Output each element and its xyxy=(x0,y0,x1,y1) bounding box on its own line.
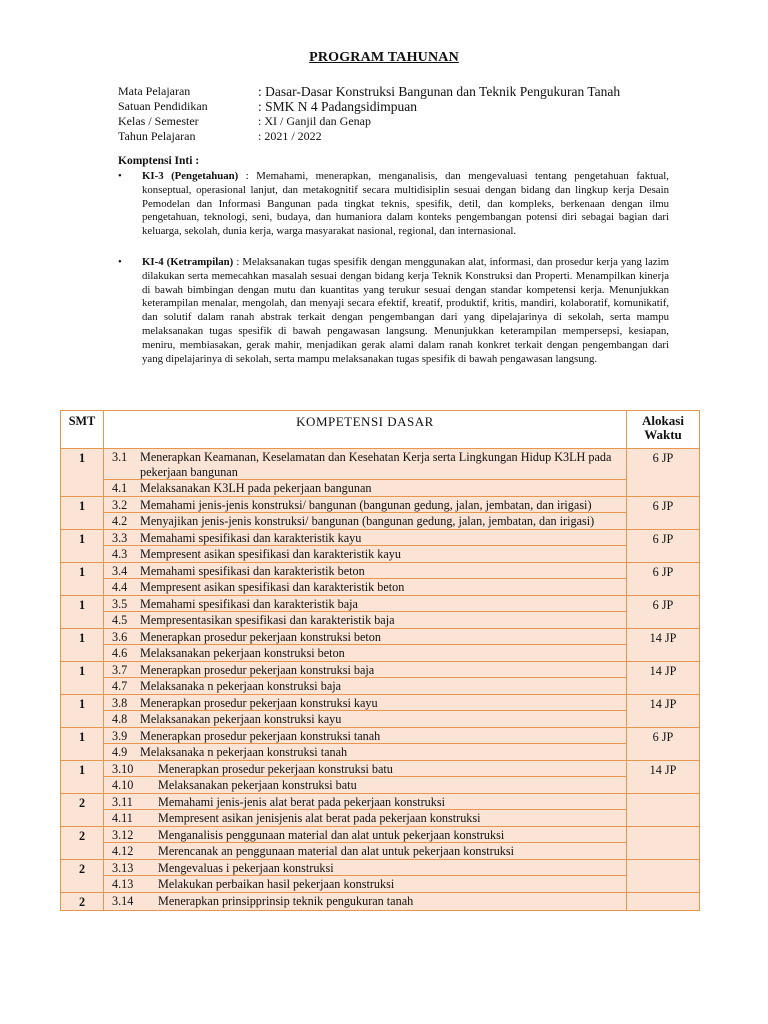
smt-cell: 1 xyxy=(61,562,104,595)
kd-item xyxy=(104,695,626,711)
kompetensi-cell xyxy=(104,529,627,562)
meta-row-kelas xyxy=(118,114,620,129)
alokasi-cell xyxy=(627,793,700,826)
table-row xyxy=(61,727,700,760)
smt-cell: 1 xyxy=(61,496,104,529)
kd-number: 4.9 xyxy=(112,745,128,759)
table-row xyxy=(61,859,700,892)
kd-item xyxy=(104,842,626,859)
table-row xyxy=(61,694,700,727)
kompetensi-inti-heading: Komptensi Inti : xyxy=(118,155,200,167)
kd-text: Menganalisis penggunaan material dan alat untuk pekerjaan konstruksi xyxy=(158,827,505,842)
kd-number: 3.12 xyxy=(112,827,134,842)
kd-text: Menerapkan prosedur pekerjaan konstruksi beton xyxy=(140,629,381,644)
meta-value: : 2021 / 2022 xyxy=(258,129,322,143)
table-row xyxy=(61,760,700,793)
smt-cell: 1 xyxy=(61,595,104,628)
kompetensi-cell xyxy=(104,793,627,826)
kompetensi-cell xyxy=(104,826,627,859)
kd-item xyxy=(104,794,626,810)
kompetensi-cell xyxy=(104,562,627,595)
kompetensi-cell xyxy=(104,727,627,760)
kompetensi-cell xyxy=(104,694,627,727)
kd-item xyxy=(104,860,626,876)
kd-number: 4.5 xyxy=(112,613,128,627)
kompetensi-cell xyxy=(104,496,627,529)
kd-text: Mempresent asikan jenisjenis alat berat pada pekerjaan konstruksi xyxy=(158,811,481,825)
header-smt: SMT xyxy=(61,411,104,449)
kompetensi-cell xyxy=(104,892,627,910)
kd-number: 3.1 xyxy=(112,450,128,464)
meta-value: : Dasar-Dasar Konstruksi Bangunan dan Teknik Pengukuran Tanah xyxy=(258,84,621,99)
alokasi-cell: 6 JP xyxy=(627,562,700,595)
kd-number: 4.4 xyxy=(112,580,128,594)
kd-item xyxy=(104,743,626,760)
kd-text: Memahami spesifikasi dan karakteristik kayu xyxy=(140,530,362,545)
kd-number: 4.12 xyxy=(112,844,134,858)
kd-text: Memahami jenis-jenis konstruksi/ bangunan (bangunan gedung, jalan, jembatan, dan irigasi) xyxy=(140,497,592,512)
table-row xyxy=(61,562,700,595)
kd-number: 4.7 xyxy=(112,679,128,693)
kd-number: 4.2 xyxy=(112,514,128,528)
kd-item xyxy=(104,776,626,793)
kd-item xyxy=(104,479,626,496)
kd-number: 3.8 xyxy=(112,695,128,710)
kd-item xyxy=(104,875,626,892)
kd-item xyxy=(104,563,626,579)
kd-item xyxy=(104,578,626,595)
kompetensi-cell xyxy=(104,628,627,661)
kd-number: 4.6 xyxy=(112,646,128,660)
ki4-body: : Melaksanakan tugas spesifik dengan menggunakan alat, informasi, dan prosedur kerja yang lazim dilakukan serta memecahkan masalah sesuai dengan bidang kerja Teknik Konstruksi dan Properti. Menampilkan kinerja di bawah bimbingan dengan mutu dan kuantitas yang terukur sesuai dengan standar kompetensi kerja. Menunjukkan keterampilan menalar, mengolah, dan menyaji secara efektif, kreatif, produktif, kritis, mandiri, kolaboratif, komunikatif, dan solutif dalam ranah abstrak terkait dengan pengembangan dari yang dipelajarinya di sekolah, serta mampu melaksanakan tugas spesifik di bawah pengawasan langsung. Menunjukkan keterampilan mempersepsi, kesiapan, meniru, membiasakan, gerak mahir, menjadikan gerak alami dalam ranah konkret terkait dengan pengembangan dari yang dipelajarinya di sekolah, serta mampu melaksanakan tugas spesifik di bawah pengawasan langsung. xyxy=(142,256,669,365)
alokasi-cell xyxy=(627,826,700,859)
kd-text: Memahami spesifikasi dan karakteristik beton xyxy=(140,563,365,578)
kd-text: Menerapkan prosedur pekerjaan konstruksi kayu xyxy=(140,695,378,710)
smt-cell: 2 xyxy=(61,793,104,826)
kd-text: Melaksanakan pekerjaan konstruksi batu xyxy=(158,778,357,792)
kd-text: Melaksanakan K3LH pada pekerjaan bangunan xyxy=(140,481,372,495)
kd-item xyxy=(104,710,626,727)
kd-item xyxy=(104,662,626,678)
alokasi-cell: 6 JP xyxy=(627,727,700,760)
meta-value: : SMK N 4 Padangsidimpuan xyxy=(258,99,418,114)
table-row xyxy=(61,826,700,859)
kompetensi-cell xyxy=(104,449,627,497)
alokasi-cell: 14 JP xyxy=(627,661,700,694)
ki4-label: KI-4 (Ketrampilan) xyxy=(142,256,234,268)
kd-number: 3.14 xyxy=(112,893,134,908)
kd-text: Mempresentasikan spesifikasi dan karakteristik baja xyxy=(140,613,395,627)
ki4-paragraph xyxy=(118,256,669,366)
alokasi-cell: 6 JP xyxy=(627,595,700,628)
kd-number: 3.7 xyxy=(112,662,128,677)
kd-item xyxy=(104,827,626,843)
kd-item xyxy=(104,449,626,479)
kd-item xyxy=(104,893,626,909)
kd-text: Melaksanakan pekerjaan konstruksi kayu xyxy=(140,712,342,726)
meta-row-satuan xyxy=(118,99,620,114)
kd-text: Menerapkan prosedur pekerjaan konstruksi batu xyxy=(158,761,393,776)
page-title: PROGRAM TAHUNAN xyxy=(309,50,459,65)
kd-text: Menerapkan prinsipprinsip teknik pengukuran tanah xyxy=(158,893,414,908)
table-row xyxy=(61,529,700,562)
kompetensi-cell xyxy=(104,760,627,793)
meta-label: Mata Pelajaran xyxy=(118,84,191,98)
kd-number: 3.2 xyxy=(112,497,128,512)
kd-item xyxy=(104,809,626,826)
kd-item xyxy=(104,761,626,777)
kd-item xyxy=(104,728,626,744)
kd-text: Melakukan perbaikan hasil pekerjaan konstruksi xyxy=(158,877,395,891)
smt-cell: 2 xyxy=(61,892,104,910)
kd-text: Memahami jenis-jenis alat berat pada pekerjaan konstruksi xyxy=(158,794,445,809)
table-row xyxy=(61,892,700,910)
ki3-paragraph xyxy=(118,170,669,239)
table-row xyxy=(61,661,700,694)
kd-item xyxy=(104,545,626,562)
smt-cell: 1 xyxy=(61,628,104,661)
kd-item xyxy=(104,611,626,628)
kd-text: Menerapkan prosedur pekerjaan konstruksi baja xyxy=(140,662,375,677)
kd-number: 3.9 xyxy=(112,728,128,743)
bullet-icon: • xyxy=(118,256,122,268)
alokasi-cell: 6 JP xyxy=(627,449,700,497)
ki3-label: KI-3 (Pengetahuan) xyxy=(142,170,239,182)
table-header-row xyxy=(61,411,700,449)
kompetensi-cell xyxy=(104,595,627,628)
meta-row-mapel xyxy=(118,84,620,99)
kompetensi-cell xyxy=(104,859,627,892)
ki3-text xyxy=(142,170,669,239)
kd-item xyxy=(104,596,626,612)
kd-item xyxy=(104,497,626,513)
meta-label: Satuan Pendidikan xyxy=(118,99,208,113)
meta-block xyxy=(118,84,620,144)
kd-text: Melaksanaka n pekerjaan konstruksi baja xyxy=(140,679,342,693)
kd-number: 3.4 xyxy=(112,563,128,578)
header-kompetensi-dasar: KOMPETENSI DASAR xyxy=(104,411,627,449)
kd-item xyxy=(104,677,626,694)
kd-text: Merencanak an penggunaan material dan alat untuk pekerjaan konstruksi xyxy=(158,844,515,858)
kd-item xyxy=(104,629,626,645)
smt-cell: 2 xyxy=(61,859,104,892)
smt-cell: 1 xyxy=(61,661,104,694)
kd-text: Memahami spesifikasi dan karakteristik baja xyxy=(140,596,358,611)
ki4-text xyxy=(142,256,669,366)
alokasi-cell: 14 JP xyxy=(627,628,700,661)
kd-item xyxy=(104,644,626,661)
kd-text: Mempresent asikan spesifikasi dan karakteristik kayu xyxy=(140,547,401,561)
kd-number: 4.13 xyxy=(112,877,134,891)
alokasi-cell xyxy=(627,892,700,910)
alokasi-cell: 6 JP xyxy=(627,529,700,562)
kd-number: 4.10 xyxy=(112,778,134,792)
table-row xyxy=(61,496,700,529)
header-alokasi-waktu: Alokasi Waktu xyxy=(627,411,700,449)
meta-label: Tahun Pelajaran xyxy=(118,129,196,143)
kd-number: 3.10 xyxy=(112,761,134,776)
kd-text: Melaksanaka n pekerjaan konstruksi tanah xyxy=(140,745,348,759)
kd-text: Mempresent asikan spesifikasi dan karakteristik beton xyxy=(140,580,405,594)
table-row xyxy=(61,628,700,661)
kd-number: 4.8 xyxy=(112,712,128,726)
alokasi-cell: 6 JP xyxy=(627,496,700,529)
alokasi-cell xyxy=(627,859,700,892)
kd-number: 3.6 xyxy=(112,629,128,644)
kd-number: 3.3 xyxy=(112,530,128,545)
kd-number: 4.1 xyxy=(112,481,128,495)
kd-text: Menerapkan Keamanan, Keselamatan dan Kesehatan Kerja serta Lingkungan Hidup K3LH pada pekerjaan bangunan xyxy=(140,450,612,479)
smt-cell: 1 xyxy=(61,449,104,497)
table-row xyxy=(61,793,700,826)
table-body xyxy=(61,449,700,911)
meta-value: : XI / Ganjil dan Genap xyxy=(258,114,371,128)
kd-text: Mengevaluas i pekerjaan konstruksi xyxy=(158,860,334,875)
bullet-icon: • xyxy=(118,170,122,182)
kd-number: 3.11 xyxy=(112,794,133,809)
kd-text: Melaksanakan pekerjaan konstruksi beton xyxy=(140,646,345,660)
meta-row-tahun xyxy=(118,129,620,144)
kompetensi-dasar-table xyxy=(60,410,700,911)
smt-cell: 2 xyxy=(61,826,104,859)
smt-cell: 1 xyxy=(61,529,104,562)
meta-label: Kelas / Semester xyxy=(118,114,199,128)
kd-number: 3.5 xyxy=(112,596,128,611)
kd-item xyxy=(104,530,626,546)
kd-item xyxy=(104,512,626,529)
smt-cell: 1 xyxy=(61,694,104,727)
kd-text: Menyajikan jenis-jenis konstruksi/ bangunan (bangunan gedung, jalan, jembatan, dan irigasi) xyxy=(140,514,595,528)
alokasi-cell: 14 JP xyxy=(627,760,700,793)
kd-number: 4.11 xyxy=(112,811,133,825)
kd-text: Menerapkan prosedur pekerjaan konstruksi tanah xyxy=(140,728,381,743)
smt-cell: 1 xyxy=(61,760,104,793)
kompetensi-cell xyxy=(104,661,627,694)
table-row xyxy=(61,595,700,628)
alokasi-cell: 14 JP xyxy=(627,694,700,727)
ki3-body: : Memahami, menerapkan, menganalisis, dan mengevaluasi tentang pengetahuan faktual, konseptual, operasional lanjut, dan metakognitif secara multidisiplin sesuai dengan bidang dan lingkup kerja Desain Pemodelan dan Informasi Bangunan pada tingkat teknis, spesifik, detil, dan kompleks, berkenaan dengan ilmu pengetahuan, teknologi, seni, budaya, dan humaniora dalam konteks pengembangan potensi diri sebagai bagian dari keluarga, sekolah, dunia kerja, warga masyarakat nasional, regional, dan internasional. xyxy=(142,170,669,238)
smt-cell: 1 xyxy=(61,727,104,760)
kd-number: 3.13 xyxy=(112,860,134,875)
table-row xyxy=(61,449,700,497)
kd-number: 4.3 xyxy=(112,547,128,561)
